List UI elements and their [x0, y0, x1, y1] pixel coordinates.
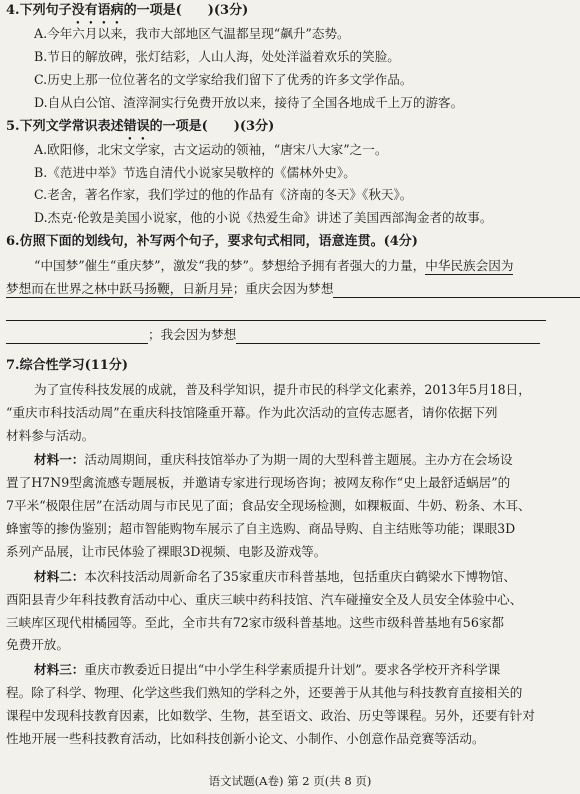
material-3-line-4 [6, 730, 485, 748]
q6-line2-underlined: 梦想而在世界之林中跃马扬鞭，日新月异 [6, 281, 233, 296]
q4-stem-pre: 4.下列句子 [6, 3, 72, 18]
q4-stem-post: 的一项是( )(3分) [123, 3, 249, 18]
material-3-text-3: 课程中发现科技教育因素，比如数学、生物，甚至语文、政治、历史等课程。另外，还要有针对 [6, 708, 535, 723]
page-footer: 语文试题(A卷) 第 2 页(共 8 页) [208, 774, 372, 788]
material-3-line-3 [6, 707, 535, 725]
material-2-line-4 [6, 636, 69, 654]
q6-line-2 [6, 280, 580, 298]
q4-option-d: D.自从白公馆、渣滓洞实行免费开放以来，接待了全国各地成千上万的游客。 [34, 95, 464, 110]
q6-answer-blank-3[interactable] [6, 329, 148, 344]
material-3-text-1: 重庆市教委近日提出“中小学生科学素质提升计划”。要求各学校开齐科学课 [84, 662, 501, 677]
material-1-line-5: 系列产品展，让市民体验了裸眼3D视频、电影及游戏等。 [6, 544, 327, 559]
q6-answer-blank-4[interactable] [236, 329, 540, 344]
q7-stem: 7.综合性学习(11分) [6, 358, 128, 373]
material-3-line-2 [6, 684, 522, 702]
q4-option-a: A.今年六月以来，我市大部地区气温都呈现“飙升”态势。 [34, 26, 350, 41]
q6-line1-underlined: 中华民族会因为 [425, 258, 514, 273]
material-2-line-3: 三峡库区现代柑橘园等。至此，全市共有72家市级科普基地。这些市级科普基地有56家都 [6, 615, 505, 630]
q7-intro-line-1: 为了宣传科技发展的成就，普及科学知识，提升市民的科学文化素养，2013年5月18日， [34, 382, 531, 397]
material-2-line-2: 酉阳县青少年科技教育活动中心、重庆三峡中药科技馆、汽车碰撞安全及人员安全体验中心、 [6, 592, 523, 607]
q7-intro-line-3: 材料参与活动。 [6, 428, 95, 443]
material-3-text-2: 程。除了科学、物理、化学这些我们熟知的学科之外，还要善于从其他与科技教育直接相关的 [6, 685, 523, 700]
q5-option-c: C.老舍，著名作家，我们学过的他的作品有《济南的冬天》《秋天》。 [34, 187, 413, 202]
q5-option-d: D.杰克·伦敦是美国小说家，他的小说《热爱生命》讲述了美国西部淘金者的故事。 [34, 210, 493, 225]
q6-answer-blank-2[interactable] [6, 306, 546, 321]
material-1-text-1: 活动周期间，重庆科技馆举办了为期一周的大型科普主题展。主办方在会场设 [84, 452, 513, 467]
q4-stem [6, 2, 248, 27]
q4-option-b: B.节日的解放碑，张灯结彩，人山人海，处处洋溢着欢乐的笑脸。 [34, 49, 400, 64]
material-1-line-4: 蜂蜜等的掺伪鉴别；超市智能购物车展示了自主选购、商品导购、自主结账等功能；课眼3D [6, 521, 516, 536]
material-1-line-1 [34, 451, 513, 469]
q6-line-3 [6, 303, 546, 321]
material-3-text-4: 性地开展一些科技教育活动，比如科技创新小论文、小制作、小创意作品竞赛等活动。 [6, 731, 485, 746]
q5-stem [6, 118, 274, 143]
material-1-line-3: 7平米“极限住居”在活动周与市民见了面；食品安全现场检测，如粿粄面、牛奶、粉条、木耳、 [6, 498, 531, 513]
q6-line-1 [34, 257, 513, 275]
material-3-label: 材料三： [34, 662, 85, 677]
q6-line2-text: ；重庆会因为梦想 [232, 281, 334, 296]
material-1-label: 材料一： [34, 452, 85, 467]
material-2-text-4: 免费开放。 [6, 637, 69, 652]
q6-line4-text: ；我会因为梦想 [148, 327, 237, 342]
q6-line1-text: “中国梦”催生“重庆梦”，激发“我的梦”。梦想给予拥有者强大的力量， [34, 258, 426, 273]
q6-stem: 6.仿照下面的划线句，补写两个句子，要求句式相同，语意连贯。(4分) [6, 234, 418, 249]
q4-stem-emphasis: 没有语病 [71, 3, 124, 18]
q5-option-a: A.欧阳修，北宋文学家，古文运动的领袖，“唐宋八大家”之一。 [34, 142, 388, 157]
material-2-label: 材料二： [34, 569, 85, 584]
q4-option-c: C.历史上那一位位著名的文学家给我们留下了优秀的许多文学作品。 [34, 72, 413, 87]
material-3-line-1 [34, 661, 500, 679]
q5-option-b: B.《范进中举》节选自清代小说家吴敬梓的《儒林外史》。 [34, 165, 356, 180]
material-2-text-1: 本次科技活动周新命名了35家重庆市科普基地，包括重庆白鹤梁水下博物馆、 [84, 569, 516, 584]
q5-stem-post: 的一项是( )(3分) [149, 119, 275, 134]
material-2-line-1 [34, 568, 516, 586]
q7-intro-line-2: “重庆市科技活动周”在重庆科技馆隆重开幕。作为此次活动的宣传志愿者，请你依据下列 [6, 405, 498, 420]
q6-line-4 [6, 326, 540, 344]
material-1-line-2: 置了H7N9型禽流感专题展板，并邀请专家进行现场咨询；被网友称作“史上最舒适蜗居”的 [6, 475, 511, 490]
q6-answer-blank-1[interactable] [333, 283, 580, 298]
q5-stem-pre: 5.下列文学常识表述 [6, 119, 124, 134]
q5-stem-emphasis: 错误 [123, 119, 150, 134]
